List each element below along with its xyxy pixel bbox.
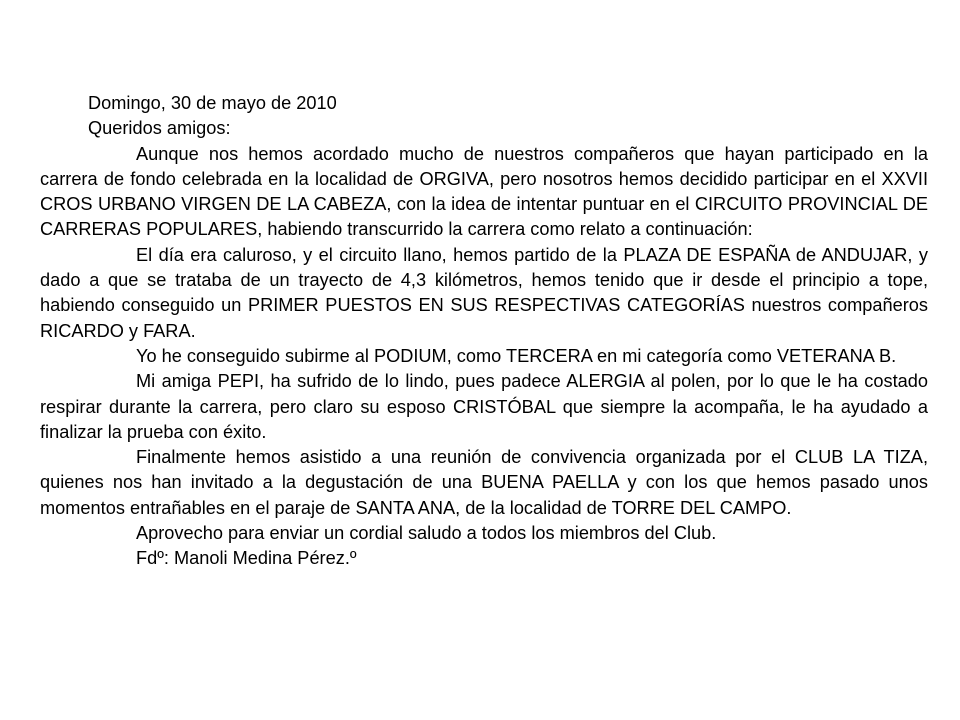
paragraph-1: Aunque nos hemos acordado mucho de nuestros compañeros que hayan participado en la carrera de fondo celebrada en la localidad de ORGIVA, pero nosotros hemos decidido participar en el XXVII CROS URBANO VIRGEN DE LA CABEZA, con la idea de intentar puntuar en el CIRCUITO PROVINCIAL DE CARRERAS POPULARES, habiendo transcurrido la carrera como relato a continuación:: [40, 143, 928, 240]
letter-date: Domingo, 30 de mayo de 2010: [88, 93, 337, 113]
paragraph-2: El día era caluroso, y el circuito llano, hemos partido de la PLAZA DE ESPAÑA de ANDUJAR, y dado a que se trataba de un trayecto de 4,3 kilómetros, hemos tenido que ir desde el principio a tope, habiendo conseguido un PRIMER PUESTOS EN SUS RESPECTIVAS CATEGORÍAS nuestros compañeros RICARDO y FARA.: [40, 244, 928, 341]
letter-closing: Aprovecho para enviar un cordial saludo a todos los miembros del Club.: [136, 523, 717, 544]
letter-body: [40, 91, 928, 572]
paragraph-3: Yo he conseguido subirme al PODIUM, como TERCERA en mi categoría como VETERANA B.: [136, 345, 897, 366]
letter-signature: Fdº: Manoli Medina Pérez.º: [136, 548, 357, 569]
paragraph-5: Finalmente hemos asistido a una reunión de convivencia organizada por el CLUB LA TIZA, quienes nos han invitado a la degustación de una BUENA PAELLA y con los que hemos pasado unos momentos entrañables en el paraje de SANTA ANA, de la localidad de TORRE DEL CAMPO.: [40, 447, 928, 518]
letter-greeting: Queridos amigos:: [88, 118, 231, 139]
paragraph-4: Mi amiga PEPI, ha sufrido de lo lindo, pues padece ALERGIA al polen, por lo que le ha costado respirar durante la carrera, pero claro su esposo CRISTÓBAL que siempre la acompaña, le ha ayudado a finalizar la prueba con éxito.: [40, 371, 928, 442]
